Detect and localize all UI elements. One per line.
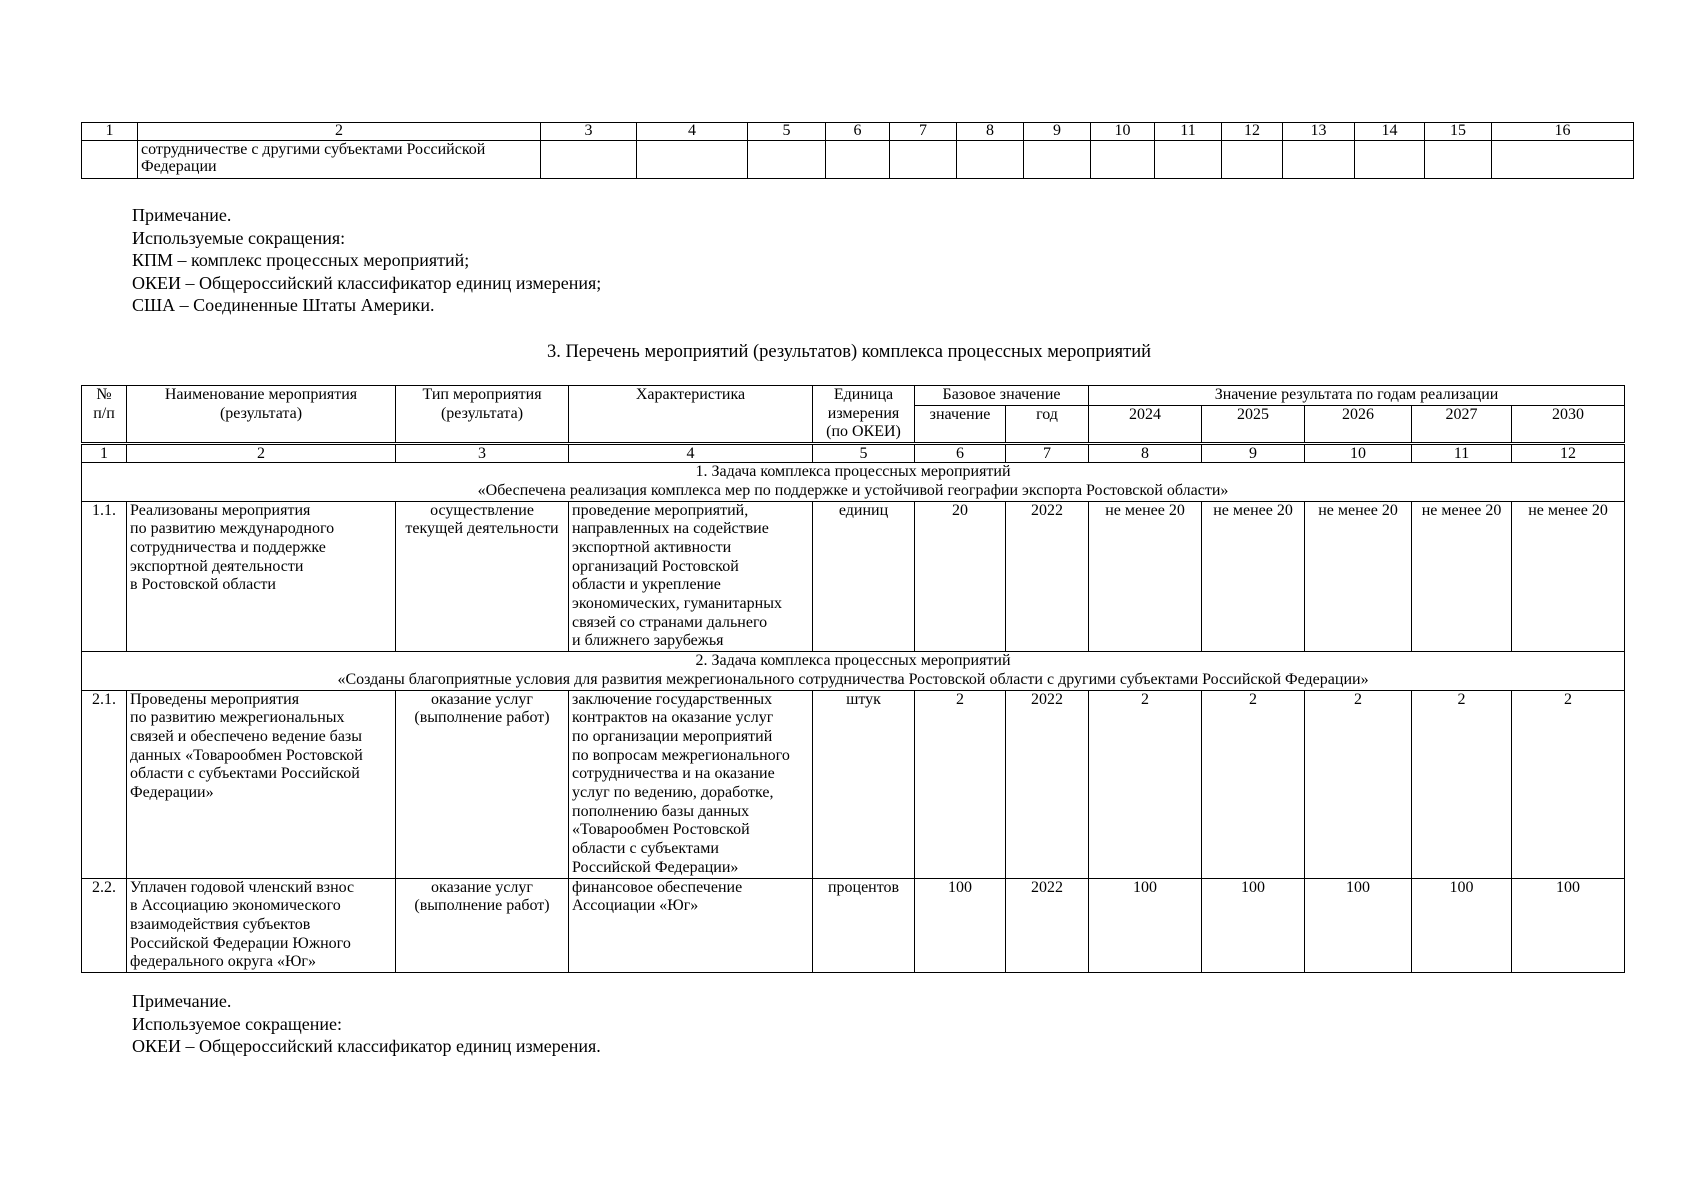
note-abbreviations xyxy=(132,204,601,317)
task-1-heading: 1. Задача комплекса процессных мероприятий «Обеспечена реализация комплекса мер по поддержке и устойчивой географии экспорта Ростовской области» xyxy=(82,463,1625,501)
row-year-value: 100 xyxy=(1305,878,1412,973)
row-type: осуществление текущей деятельности xyxy=(396,501,569,652)
empty-cell xyxy=(1283,141,1355,179)
empty-cell xyxy=(1492,141,1634,179)
row-year-value: 100 xyxy=(1202,878,1305,973)
row-year-value: 100 xyxy=(1412,878,1512,973)
row-year-value: не менее 20 xyxy=(1512,501,1625,652)
row-year-value: 2 xyxy=(1089,690,1202,878)
row-year-value: 100 xyxy=(1512,878,1625,973)
row-characteristic: проведение мероприятий, направленных на содействие экспортной активности организаций Ростовской области и укрепление экономических, гуманитарных связей со странами дальнего и ближнего зарубежья xyxy=(569,501,813,652)
row-year-value: не менее 20 xyxy=(1202,501,1305,652)
table-row xyxy=(82,501,1625,652)
note-line: ОКЕИ – Общероссийский классификатор единиц измерения. xyxy=(132,1036,601,1056)
row-base-value: 20 xyxy=(915,501,1006,652)
col-number-cell: 11 xyxy=(1155,123,1222,141)
row-unit: единиц xyxy=(813,501,915,652)
empty-cell xyxy=(826,141,890,179)
row-unit: процентов xyxy=(813,878,915,973)
header-type: Тип мероприятия (результата) xyxy=(396,386,569,444)
empty-cell xyxy=(541,141,637,179)
continuation-text-cell: сотрудничестве с другими субъектами Российской Федерации xyxy=(138,141,541,179)
row-characteristic: заключение государственных контрактов на оказание услуг по организации мероприятий по вопросам межрегионального сотрудничества и на оказание услуг по ведению, доработке, пополнению базы данных «Товарообмен Ростовской области с субъектами Российской Федерации» xyxy=(569,690,813,878)
col-number-cell: 12 xyxy=(1222,123,1283,141)
col-number-cell: 3 xyxy=(396,444,569,463)
task-1-row xyxy=(82,463,1625,501)
empty-cell xyxy=(1355,141,1425,179)
row-num: 1.1. xyxy=(82,501,127,652)
empty-cell xyxy=(1222,141,1283,179)
col-number-cell: 13 xyxy=(1283,123,1355,141)
col-number-cell: 5 xyxy=(748,123,826,141)
row-characteristic: финансовое обеспечение Ассоциации «Юг» xyxy=(569,878,813,973)
row-name: Проведены мероприятия по развитию межрегиональных связей и обеспечено ведение базы данных «Товарообмен Ростовской области с субъектами Российской Федерации» xyxy=(127,690,396,878)
col-number-cell: 1 xyxy=(82,444,127,463)
col-number-cell: 9 xyxy=(1202,444,1305,463)
note-line: США – Соединенные Штаты Америки. xyxy=(132,295,435,315)
empty-cell xyxy=(1155,141,1222,179)
continuation-table xyxy=(81,122,1634,179)
row-year-value: 2 xyxy=(1305,690,1412,878)
empty-cell xyxy=(1091,141,1155,179)
header-base-value-sub: значение xyxy=(915,405,1006,443)
col-number-cell: 4 xyxy=(637,123,748,141)
empty-cell xyxy=(637,141,748,179)
row-year-value: не менее 20 xyxy=(1412,501,1512,652)
row-type: оказание услуг (выполнение работ) xyxy=(396,690,569,878)
header-year: 2026 xyxy=(1305,405,1412,443)
row-name: Уплачен годовой членский взнос в Ассоциацию экономического взаимодействия субъектов Российской Федерации Южного федерального округа «Юг» xyxy=(127,878,396,973)
col-number-cell: 6 xyxy=(826,123,890,141)
header-row-1 xyxy=(82,386,1625,406)
activities-table xyxy=(81,385,1625,973)
col-number-cell: 16 xyxy=(1492,123,1634,141)
col-number-cell: 8 xyxy=(1089,444,1202,463)
row-num: 2.2. xyxy=(82,878,127,973)
table-row xyxy=(82,878,1625,973)
col-number-cell: 10 xyxy=(1305,444,1412,463)
row-num: 2.1. xyxy=(82,690,127,878)
row-type: оказание услуг (выполнение работ) xyxy=(396,878,569,973)
table-row xyxy=(82,690,1625,878)
col-number-cell: 1 xyxy=(82,123,138,141)
col-number-cell: 9 xyxy=(1024,123,1091,141)
note-line: ОКЕИ – Общероссийский классификатор единиц измерения; xyxy=(132,272,602,293)
col-number-cell: 15 xyxy=(1425,123,1492,141)
continuation-row xyxy=(82,141,1634,179)
header-characteristic: Характеристика xyxy=(569,386,813,444)
header-year: 2024 xyxy=(1089,405,1202,443)
row-unit: штук xyxy=(813,690,915,878)
row-year-value: 2 xyxy=(1512,690,1625,878)
col-number-cell: 4 xyxy=(569,444,813,463)
header-name: Наименование мероприятия (результата) xyxy=(127,386,396,444)
col-number-cell: 2 xyxy=(127,444,396,463)
header-years-group: Значение результата по годам реализации xyxy=(1089,386,1625,406)
note-abbreviation xyxy=(132,990,601,1058)
row-name: Реализованы мероприятия по развитию международного сотрудничества и поддержке экспортной деятельности в Ростовской области xyxy=(127,501,396,652)
header-year: 2027 xyxy=(1412,405,1512,443)
note-line: Примечание. xyxy=(132,991,232,1011)
note-line: Примечание. xyxy=(132,205,232,225)
empty-cell xyxy=(748,141,826,179)
row-base-year: 2022 xyxy=(1006,501,1089,652)
col-number-cell: 10 xyxy=(1091,123,1155,141)
row-year-value: 2 xyxy=(1412,690,1512,878)
header-unit: Единица измерения (по ОКЕИ) xyxy=(813,386,915,444)
task-2-row xyxy=(82,652,1625,690)
row-year-value: не менее 20 xyxy=(1305,501,1412,652)
note-line: Используемое сокращение: xyxy=(132,1013,342,1034)
empty-cell xyxy=(890,141,957,179)
row-base-year: 2022 xyxy=(1006,690,1089,878)
empty-cell xyxy=(82,141,138,179)
col-number-cell: 7 xyxy=(890,123,957,141)
col-number-cell: 11 xyxy=(1412,444,1512,463)
row-base-value: 2 xyxy=(915,690,1006,878)
col-number-cell: 12 xyxy=(1512,444,1625,463)
empty-cell xyxy=(1024,141,1091,179)
header-base-year-sub: год xyxy=(1006,405,1089,443)
continuation-header-row xyxy=(82,123,1634,141)
row-year-value: 2 xyxy=(1202,690,1305,878)
empty-cell xyxy=(957,141,1024,179)
note-line: КПМ – комплекс процессных мероприятий; xyxy=(132,250,470,270)
col-number-cell: 14 xyxy=(1355,123,1425,141)
col-number-cell: 3 xyxy=(541,123,637,141)
empty-cell xyxy=(1425,141,1492,179)
col-number-cell: 6 xyxy=(915,444,1006,463)
col-number-cell: 8 xyxy=(957,123,1024,141)
col-number-cell: 5 xyxy=(813,444,915,463)
row-year-value: 100 xyxy=(1089,878,1202,973)
task-2-heading: 2. Задача комплекса процессных мероприятий «Созданы благоприятные условия для развития межрегионального сотрудничества Ростовской области с другими субъектами Российской Федерации» xyxy=(82,652,1625,690)
header-year: 2030 xyxy=(1512,405,1625,443)
section-title: 3. Перечень мероприятий (результатов) комплекса процессных мероприятий xyxy=(546,342,1152,362)
row-base-value: 100 xyxy=(915,878,1006,973)
col-number-cell: 2 xyxy=(138,123,541,141)
header-year: 2025 xyxy=(1202,405,1305,443)
note-line: Используемые сокращения: xyxy=(132,227,346,248)
header-base-value: Базовое значение xyxy=(915,386,1089,406)
row-base-year: 2022 xyxy=(1006,878,1089,973)
col-number-cell: 7 xyxy=(1006,444,1089,463)
row-year-value: не менее 20 xyxy=(1089,501,1202,652)
header-num: № п/п xyxy=(82,386,127,444)
column-number-row xyxy=(82,444,1625,463)
